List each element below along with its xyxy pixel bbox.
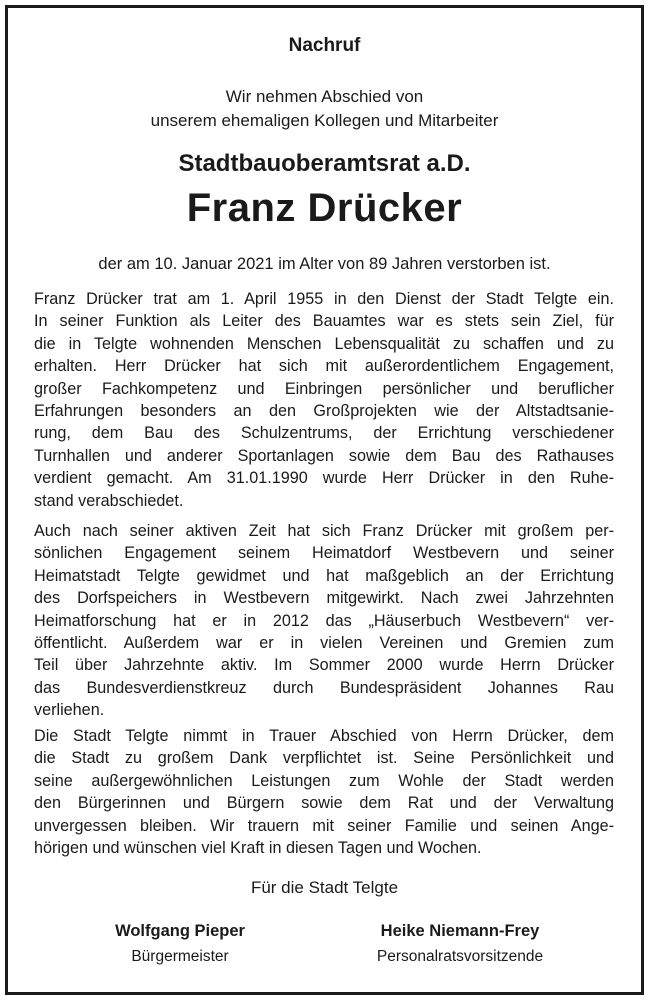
signatory-name: Heike Niemann-Frey — [380, 922, 540, 940]
paragraph-line: Franz Drücker trat am 1. April 1955 in den Dienst der Stadt Telgte ein. — [34, 290, 614, 308]
deceased-name: Franz Drücker — [186, 186, 463, 230]
paragraph-line: Erfahrungen besonders an den Großprojekten wie der Altstadtsanie- — [34, 401, 614, 420]
paragraph-line: Heimatforschung hat er in 2012 das „Häuserbuch Westbevern“ ver- — [34, 611, 614, 630]
deceased-rank: Stadtbauoberamtsrat a.D. — [178, 150, 471, 177]
paragraph-line: Turnhallen und anderer Sportanlagen sowie dem Bau des Rathauses — [34, 446, 614, 465]
paragraph-line: erhalten. Herr Drücker hat sich mit außerordentlichem Engagement, — [34, 357, 614, 376]
paragraph-line: Teil über Jahrzehnte aktiv. Im Sommer 2000 wurde Herrn Drücker — [34, 656, 614, 675]
paragraph-line: hörigen und wünschen viel Kraft in diesen Tagen und Wochen. — [34, 838, 482, 857]
notice-heading: Nachruf — [288, 35, 361, 56]
death-line: der am 10. Januar 2021 im Alter von 89 Jahren verstorben ist. — [98, 255, 551, 273]
signatory-staff-council — [355, 922, 565, 966]
paragraph-line: Die Stadt Telgte nimmt in Trauer Abschied von Herrn Drücker, dem — [34, 727, 614, 745]
signatory-role: Personalratsvorsitzende — [376, 948, 544, 965]
paragraph-line: rung, dem Bau des Schulzentrums, der Errichtung verschiedener — [34, 424, 614, 443]
intro-line-2: unserem ehemaligen Kollegen und Mitarbeiter — [150, 111, 499, 130]
intro-line-1: Wir nehmen Abschied von — [225, 87, 424, 106]
paragraph-line: des Dorfspeichers in Westbevern mitgewirkt. Nach zwei Jahrzehnten — [34, 589, 614, 608]
signatory-mayor — [95, 922, 265, 966]
paragraph-career — [34, 288, 614, 512]
paragraph-line: sönlichen Engagement seinem Heimatdorf Westbevern und seiner — [34, 544, 614, 563]
paragraph-farewell — [34, 725, 614, 859]
paragraph-line: stand verabschiedet. — [34, 491, 184, 510]
closing-line: Für die Stadt Telgte — [250, 878, 399, 897]
paragraph-line: die Stadt zu großem Dank verpflichtet ist. Seine Persönlichkeit und — [34, 749, 614, 768]
paragraph-line: die in Telgte wohnenden Menschen Lebensqualität zu schaffen und zu — [34, 334, 614, 353]
signatory-role: Bürgermeister — [131, 948, 229, 965]
signatory-name: Wolfgang Pieper — [115, 922, 245, 940]
paragraph-line: verliehen. — [34, 701, 105, 720]
paragraph-line: das Bundesverdienstkreuz durch Bundespräsident Johannes Rau — [34, 678, 614, 697]
paragraph-line: Heimatstadt Telgte gewidmet und hat maßgeblich an der Errichtung — [34, 566, 614, 585]
paragraph-line: unvergessen bleiben. Wir trauern mit seiner Familie und seinen Ange- — [34, 816, 614, 835]
paragraph-line: öffentlicht. Außerdem war er in vielen Vereinen und Gremien zum — [34, 633, 614, 652]
paragraph-line: seine außergewöhnlichen Leistungen zum Wohle der Stadt werden — [34, 771, 614, 790]
paragraph-line: den Bürgerinnen und Bürgern sowie dem Rat und der Verwaltung — [34, 794, 614, 813]
paragraph-line: großer Fachkompetenz und Einbringen persönlicher und beruflicher — [34, 379, 614, 398]
paragraph-retirement — [34, 520, 614, 722]
paragraph-line: verdient gemacht. Am 31.01.1990 wurde Herr Drücker in den Ruhe- — [34, 469, 614, 488]
paragraph-line: Auch nach seiner aktiven Zeit hat sich Franz Drücker mit großem per- — [34, 522, 614, 540]
paragraph-line: In seiner Funktion als Leiter des Bauamtes war es stets sein Ziel, für — [34, 312, 614, 331]
